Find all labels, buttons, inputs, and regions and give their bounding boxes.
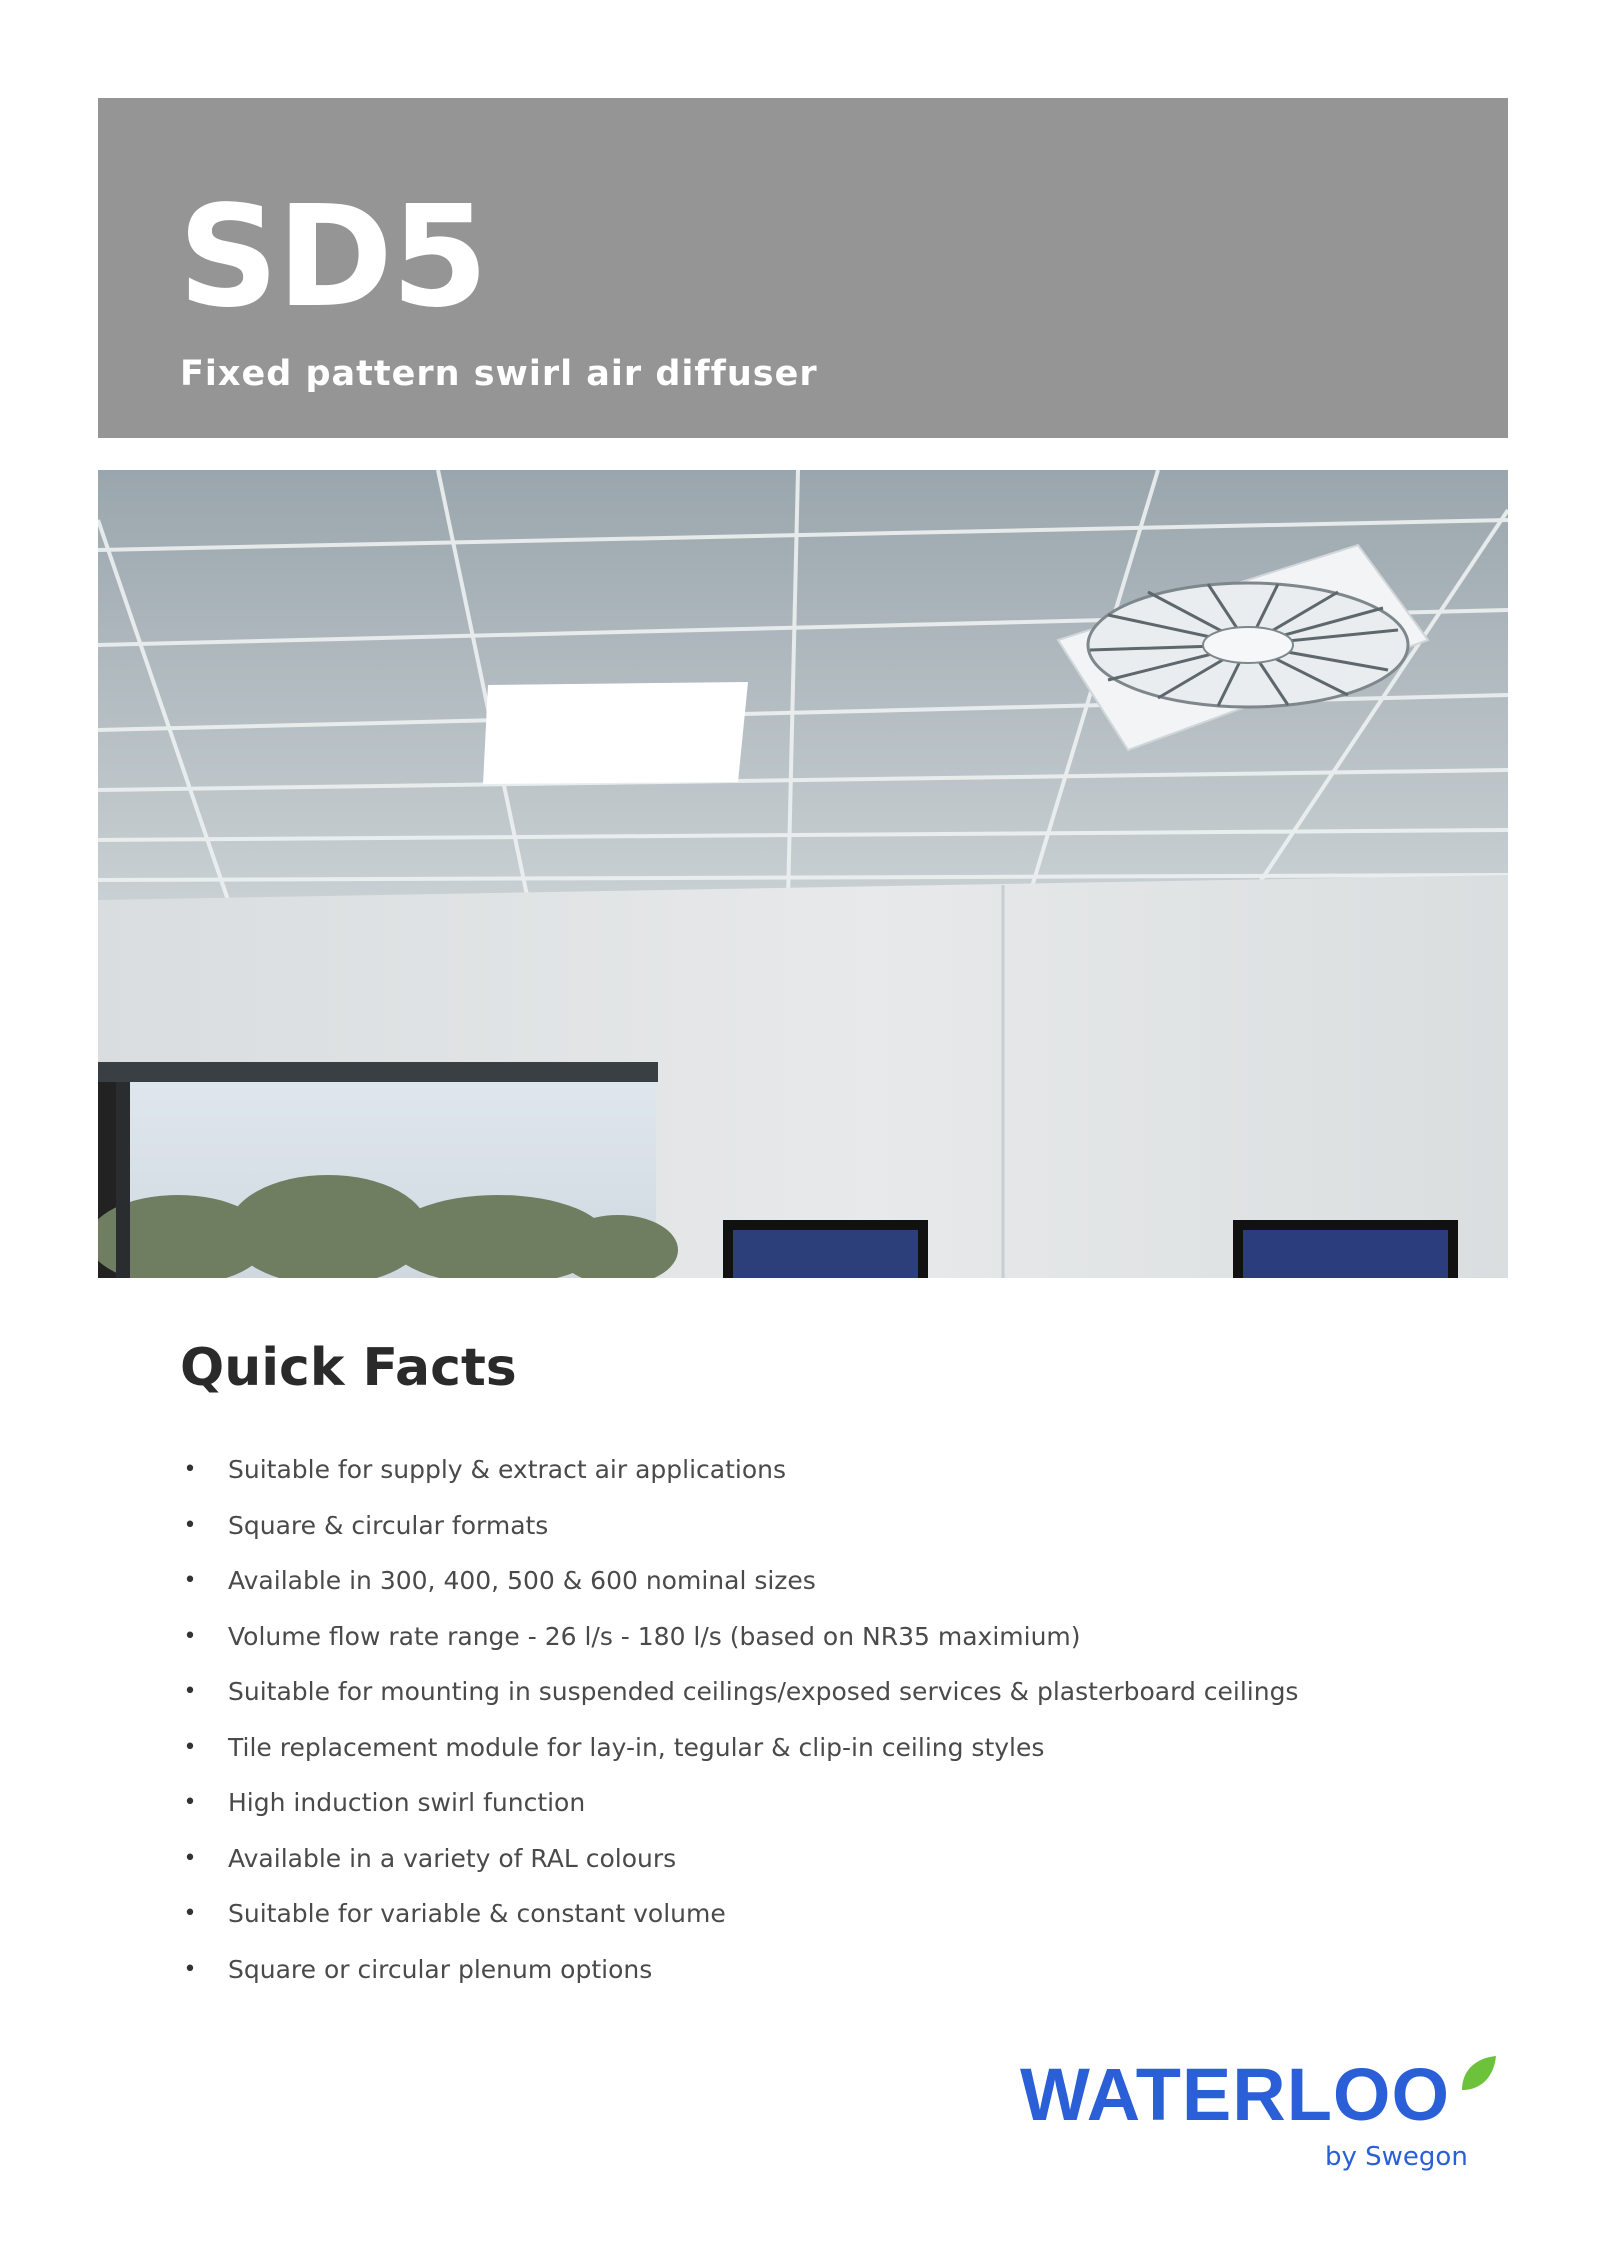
list-item (180, 1892, 1380, 1948)
list-item (180, 1726, 1380, 1782)
list-item (180, 1448, 1380, 1504)
bullet-icon: • (183, 1845, 197, 1871)
fact-text: Suitable for mounting in suspended ceilings/exposed services & plasterboard ceilings (228, 1677, 1299, 1706)
list-item (180, 1670, 1380, 1726)
fact-text: Available in 300, 400, 500 & 600 nominal sizes (228, 1566, 816, 1595)
bullet-icon: • (183, 1623, 197, 1649)
fact-text: Square & circular formats (228, 1510, 549, 1540)
waterloo-logo (1020, 2053, 1510, 2178)
ceiling-swirl-diffuser-photo (98, 470, 1508, 1278)
product-photo (98, 470, 1508, 1278)
bullet-icon: • (183, 1790, 197, 1815)
bullet-icon: • (183, 1679, 197, 1704)
bullet-icon: • (183, 1734, 197, 1760)
product-title: SD5 (178, 176, 487, 339)
list-item (180, 1615, 1380, 1671)
fact-text: Tile replacement module for lay-in, tegular & clip-in ceiling styles (228, 1732, 1045, 1762)
fact-text: Suitable for supply & extract air applications (228, 1455, 787, 1484)
quick-facts-list (180, 1448, 1380, 2003)
list-item (180, 1948, 1380, 2004)
logo-wordmark: WATERLOO (1020, 2053, 1451, 2136)
fact-text: Volume flow rate range - 26 l/s - 180 l/s (based on NR35 maximium) (228, 1621, 1081, 1651)
fact-text: Square or circular plenum options (228, 1954, 653, 1984)
bullet-icon: • (183, 1901, 197, 1926)
bullet-icon: • (183, 1568, 197, 1593)
list-item (180, 1559, 1380, 1615)
bullet-icon: • (183, 1512, 197, 1538)
fact-text: Available in a variety of RAL colours (228, 1843, 677, 1873)
bullet-icon: • (183, 1956, 197, 1982)
bullet-icon: • (183, 1457, 197, 1482)
list-item (180, 1504, 1380, 1560)
title-banner (98, 98, 1508, 438)
quick-facts-heading: Quick Facts (180, 1338, 517, 1398)
leaf-icon (1458, 2054, 1498, 2094)
list-item (180, 1837, 1380, 1893)
product-subtitle: Fixed pattern swirl air diffuser (180, 354, 818, 394)
logo-tagline: by Swegon (1325, 2142, 1468, 2172)
fact-text: Suitable for variable & constant volume (228, 1899, 726, 1928)
list-item (180, 1781, 1380, 1837)
fact-text: High induction swirl function (228, 1788, 586, 1817)
